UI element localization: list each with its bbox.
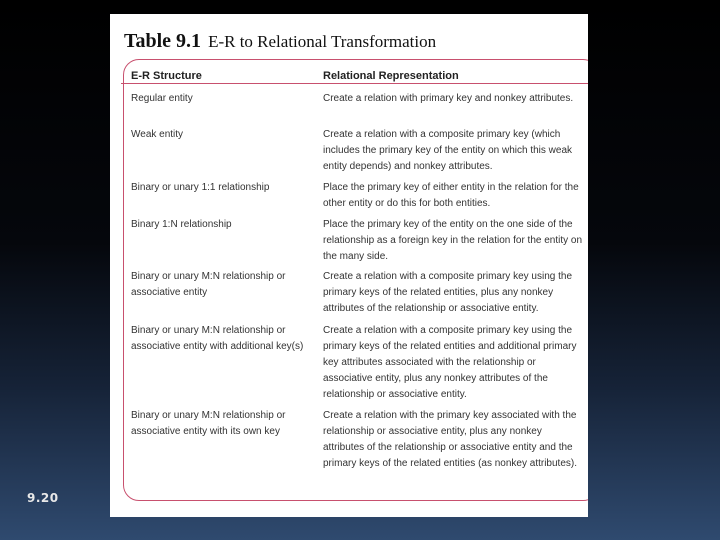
cell-relational-representation: Place the primary key of the entity on the one side of the relationship as a foreign key in the relation for the entity on the many side. — [323, 219, 583, 262]
cell-relational-representation: Place the primary key of either entity in the relation for the other entity or do this for both entities. — [323, 182, 579, 209]
cell-er-structure: Binary or unary M:N relationship or associative entity with its own key — [131, 410, 286, 437]
cell-er-structure: Binary or unary M:N relationship or associative entity with additional key(s) — [131, 325, 304, 352]
cell-relational-representation: Create a relation with a composite primary key using the primary keys of the related entities and additional primary key attributes associated with the relationship or associative entity, plus any nonkey attributes of the relationship or associative entity. — [323, 325, 577, 400]
cell-er-structure: Weak entity — [131, 129, 184, 140]
cell-relational-representation: Create a relation with a composite primary key (which includes the primary key of the entity on which this weak entity depends) and nonkey attributes. — [323, 129, 573, 172]
cell-er-structure: Binary 1:N relationship — [131, 219, 232, 230]
slide-number: 9.20 — [27, 491, 59, 505]
table-number: Table 9.1 — [124, 30, 202, 52]
cell-er-structure: Regular entity — [131, 93, 193, 104]
cell-relational-representation: Create a relation with a composite primary key using the primary keys of the related entities, plus any nonkey attributes of the relationship or associative entity. — [323, 271, 573, 314]
table-caption — [124, 30, 436, 53]
column-header-representation: Relational Representation — [323, 70, 459, 82]
cell-relational-representation: Create a relation with the primary key associated with the relationship or associative entity, plus any nonkey attributes of the relationship or associative entity and the primary keys of the related entities (as nonkey attributes). — [323, 410, 578, 469]
header-divider — [121, 83, 588, 84]
cell-er-structure: Binary or unary 1:1 relationship — [131, 182, 270, 193]
column-header-structure: E-R Structure — [131, 70, 202, 82]
table-title: E-R to Relational Transformation — [208, 32, 437, 51]
cell-er-structure: Binary or unary M:N relationship or associative entity — [131, 271, 286, 298]
cell-relational-representation: Create a relation with primary key and nonkey attributes. — [323, 93, 574, 104]
table-page — [110, 14, 588, 517]
